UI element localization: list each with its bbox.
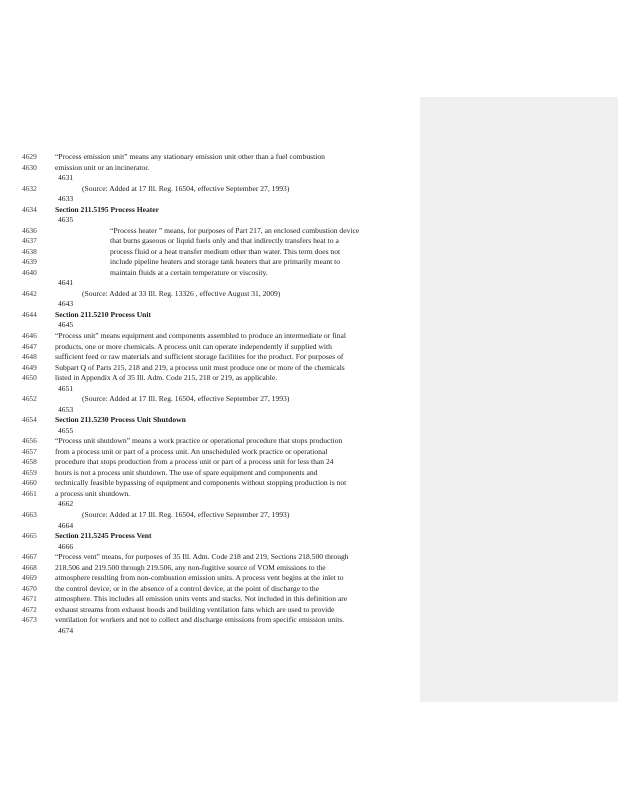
line-number: 4663	[22, 510, 37, 520]
inline-line-number: 4635	[58, 215, 74, 225]
line-number: 4659	[22, 467, 37, 477]
line-number: 4647	[22, 341, 37, 351]
text-line: exhaust streams from exhaust hoods and building ventilation fans which are used to provide	[55, 604, 335, 614]
section-heading: Section 211.5245 Process Vent	[55, 531, 152, 541]
text-line: sufficient feed or raw materials and sufficient storage facilities for the product. For purposes of	[55, 352, 344, 362]
text-line: maintain fluids at a certain temperature or viscosity.	[110, 267, 268, 277]
text-line: atmosphere resulting from non-combustion emission units. A process vent begins at the inlet to	[55, 573, 344, 583]
line-number: 4661	[22, 488, 37, 498]
inline-line-number: 4664	[58, 520, 74, 530]
text-line: hours is not a process unit shutdown. The use of spare equipment and components and	[55, 467, 318, 477]
line-number: 4644	[22, 309, 37, 319]
text-line: Subpart Q of Parts 215, 218 and 219, a process unit must produce one or more of the chemicals	[55, 362, 345, 372]
line-number: 4667	[22, 552, 37, 562]
line-number: 4660	[22, 478, 37, 488]
line-number: 4630	[22, 162, 37, 172]
line-number: 4650	[22, 373, 37, 383]
line-number: 4637	[22, 236, 37, 246]
text-line: technically feasible bypassing of equipment and components without stopping production is not	[55, 478, 347, 488]
text-line: that burns gaseous or liquid fuels only and that indirectly transfers heat to a	[110, 236, 339, 246]
inline-line-number: 4645	[58, 320, 74, 330]
text-line: include pipeline heaters and storage tank heaters that are primarily meant to	[110, 257, 341, 267]
text-line: (Source: Added at 17 Ill. Reg. 16504, effective September 27, 1993)	[82, 394, 290, 404]
inline-line-number: 4631	[58, 173, 74, 183]
text-line: (Source: Added at 33 Ill. Reg. 13326 , effective August 31, 2009)	[82, 288, 281, 298]
comment-pane	[420, 97, 618, 702]
line-number: 4648	[22, 352, 37, 362]
line-number: 4649	[22, 362, 37, 372]
line-number: 4658	[22, 457, 37, 467]
text-line: atmosphere. This includes all emission units vents and stacks. Not included in this definition are	[55, 594, 348, 604]
inline-line-number: 4653	[58, 404, 74, 414]
line-number: 4668	[22, 562, 37, 572]
section-heading: Section 211.5210 Process Unit	[55, 309, 152, 319]
line-number: 4639	[22, 257, 37, 267]
line-number: 4629	[22, 152, 37, 161]
line-number: 4669	[22, 573, 37, 583]
inline-line-number: 4662	[58, 499, 74, 509]
text-line: process fluid or a heat transfer medium other than water. This term does not	[110, 246, 341, 256]
section-heading: Section 211.5195 Process Heater	[55, 204, 160, 214]
text-line: “Process unit” means equipment and components assembled to produce an intermediate or final	[55, 331, 347, 340]
inline-line-number: 4651	[58, 383, 74, 393]
line-number: 4632	[22, 183, 37, 193]
line-number: 4636	[22, 225, 37, 235]
text-line: “Process emission unit” means any stationary emission unit other than a fuel combustion	[55, 152, 325, 161]
line-number: 4634	[22, 204, 37, 214]
text-line: 218.506 and 219.500 through 219.506, any non-fugitive source of VOM emissions to the	[55, 562, 326, 572]
line-number: 4640	[22, 267, 37, 277]
line-number: 4657	[22, 446, 37, 456]
line-number: 4646	[22, 331, 37, 340]
text-line: from a process unit or part of a process unit. An unscheduled work practice or operational	[55, 446, 328, 456]
inline-line-number: 4643	[58, 299, 74, 309]
text-line: a process unit shutdown.	[55, 488, 131, 498]
line-number: 4652	[22, 394, 37, 404]
line-number: 4638	[22, 246, 37, 256]
text-line: (Source: Added at 17 Ill. Reg. 16504, effective September 27, 1993)	[82, 183, 290, 193]
line-number: 4670	[22, 583, 37, 593]
inline-line-number: 4666	[58, 541, 74, 551]
line-number: 4665	[22, 531, 37, 541]
line-number: 4672	[22, 604, 37, 614]
text-line: products, one or more chemicals. A process unit can operate independently if supplied with	[55, 341, 332, 351]
text-line: (Source: Added at 17 Ill. Reg. 16504, effective September 27, 1993)	[82, 510, 290, 520]
line-number: 4671	[22, 594, 37, 604]
text-line: emission unit or an incinerator.	[55, 162, 150, 172]
inline-line-number: 4655	[58, 425, 74, 435]
text-line: “Process vent” means, for purposes of 35 Ill. Adm. Code 218 and 219, Sections 218.500 through	[55, 552, 349, 562]
text-line: procedure that stops production from a process unit or part of a process unit for less than 24	[55, 457, 334, 467]
text-line: “Process heater ” means, for purposes of Part 217, an enclosed combustion device	[110, 225, 360, 235]
line-number: 4642	[22, 288, 37, 298]
text-line: the control device, or in the absence of a control device, at the point of discharge to the	[55, 583, 320, 593]
inline-line-number: 4641	[58, 278, 74, 288]
text-line: listed in Appendix A of 35 Ill. Adm. Code 215, 218 or 219, as applicable.	[55, 373, 278, 383]
inline-line-number: 4633	[58, 194, 74, 204]
line-number: 4656	[22, 436, 37, 446]
line-number: 4673	[22, 615, 37, 625]
text-line: “Process unit shutdown” means a work practice or operational procedure that stops production	[55, 436, 343, 446]
inline-line-number: 4674	[58, 625, 74, 635]
text-line: ventilation for workers and not to collect and discharge emissions from specific emission units.	[55, 615, 345, 625]
section-heading: Section 211.5230 Process Unit Shutdown	[55, 415, 186, 425]
line-number: 4654	[22, 415, 37, 425]
